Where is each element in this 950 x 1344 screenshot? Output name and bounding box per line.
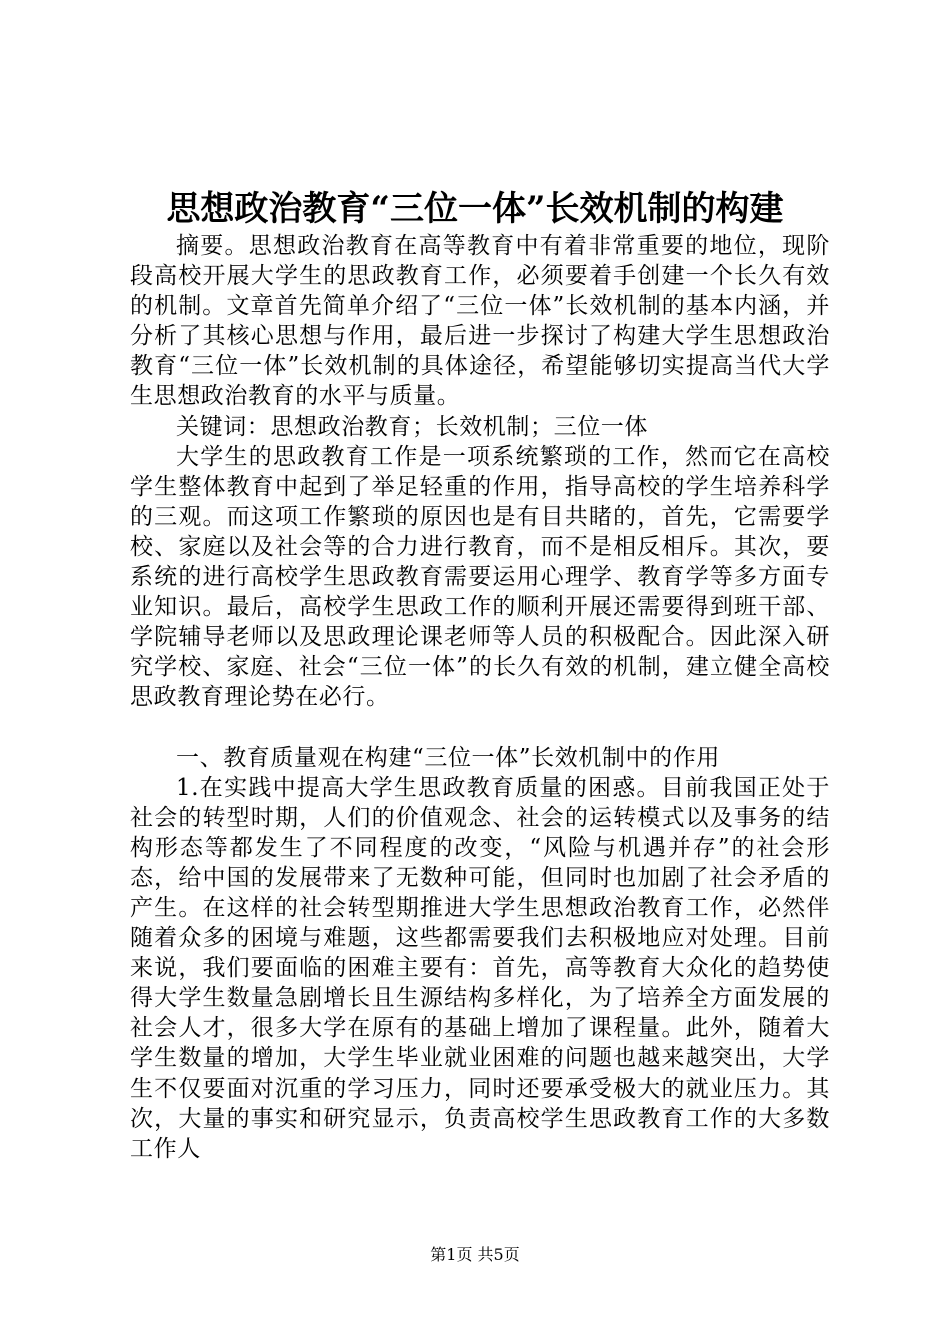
document-title: 思想政治教育“三位一体”长效机制的构建 [166,189,784,229]
intro-paragraph: 大学生的思政教育工作是一项系统繁琐的工作，然而它在高校学生整体教育中起到了举足轻重的作用，指导高校的学生培养科学的三观。而这项工作繁琐的原因也是有目共睹的，首先，它需要学校、家庭以及社会等的合力进行教育，而不是相反相斥。其次，要系统的进行高校学生思政教育需要运用心理学、教育学等多方面专业知识。最后，高校学生思政工作的顺利开展还需要得到班干部、学院辅导老师以及思政理论课老师等人员的积极配合。因此深入研究学校、家庭、社会“三位一体”的长久有效的机制，建立健全高校思政教育理论势在必行。 [130,443,830,711]
section-paragraph: 1.在实践中提高大学生思政教育质量的困惑。目前我国正处于社会的转型时期，人们的价值观念、社会的运转模式以及事务的结构形态等都发生了不同程度的改变，“风险与机遇并存”的社会形态，给中国的发展带来了无数种可能，但同时也加剧了社会矛盾的产生。在这样的社会转型期推进大学生思想政治教育工作，必然伴随着众多的困境与难题，这些都需要我们去积极地应对处理。目前来说，我们要面临的困难主要有：首先，高等教育大众化的趋势使得大学生数量急剧增长且生源结构多样化，为了培养全方面发展的社会人才，很多大学在原有的基础上增加了课程量。此外，随着大学生数量的增加，大学生毕业就业困难的问题也越来越突出，大学生不仅要面对沉重的学习压力，同时还要承受极大的就业压力。其次，大量的事实和研究显示，负责高校学生思政教育工作的大多数工作人 [130,774,830,1162]
section-heading: 一、教育质量观在构建“三位一体”长效机制中的作用 [176,744,720,771]
document-body [130,231,830,1164]
keywords-paragraph: 关键词：思想政治教育；长效机制；三位一体 [176,413,648,440]
abstract-paragraph: 摘要。思想政治教育在高等教育中有着非常重要的地位，现阶段高校开展大学生的思政教育工作，必须要着手创建一个长久有效的机制。文章首先简单介绍了“三位一体”长效机制的基本内涵，并分析了其核心思想与作用，最后进一步探讨了构建大学生思想政治教育“三位一体”长效机制的具体途径，希望能够切实提高当代大学生思想政治教育的水平与质量。 [130,233,830,410]
page-footer: 第1页 共5页 [430,1245,520,1264]
